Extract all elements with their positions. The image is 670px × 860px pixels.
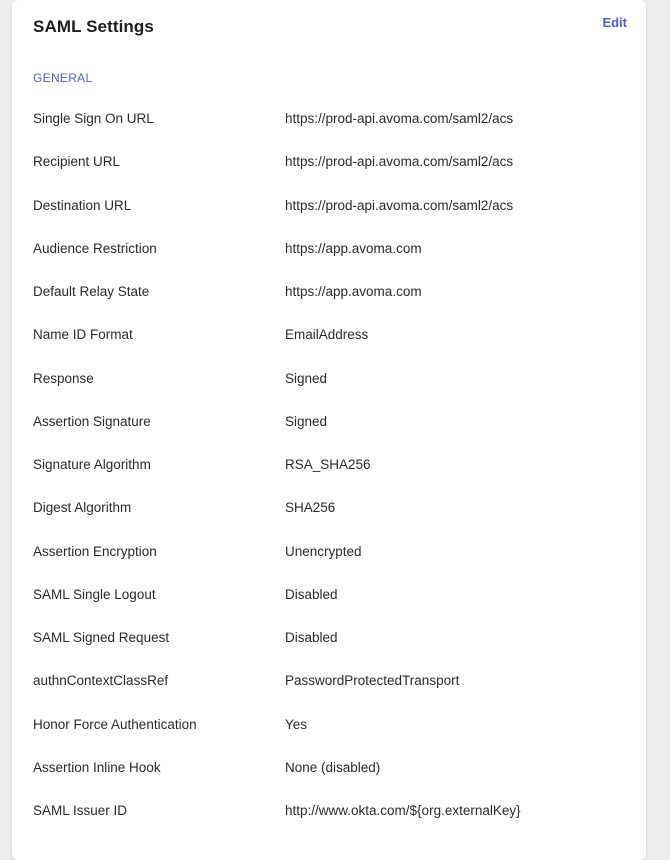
- setting-row: [33, 140, 633, 183]
- setting-label: Name ID Format: [33, 327, 133, 343]
- setting-row: [33, 97, 633, 140]
- setting-row: [33, 443, 633, 486]
- setting-value: http://www.okta.com/${org.externalKey}: [285, 803, 521, 819]
- setting-label: SAML Signed Request: [33, 630, 170, 646]
- edit-button[interactable]: Edit: [602, 15, 627, 30]
- setting-row: [33, 313, 633, 356]
- setting-label: Single Sign On URL: [33, 111, 154, 127]
- setting-row: [33, 270, 633, 313]
- setting-value: https://prod-api.avoma.com/saml2/acs: [285, 111, 514, 127]
- setting-row: [33, 184, 633, 227]
- setting-label: Honor Force Authentication: [33, 716, 197, 732]
- setting-row: [33, 573, 633, 616]
- setting-value: https://app.avoma.com: [285, 240, 422, 256]
- setting-value: Disabled: [285, 630, 338, 646]
- section-heading-general: GENERAL: [33, 71, 93, 85]
- setting-label: Assertion Signature: [33, 413, 151, 429]
- setting-row: [33, 616, 633, 659]
- setting-label: Digest Algorithm: [33, 500, 132, 516]
- setting-label: SAML Issuer ID: [33, 803, 128, 819]
- page-title: SAML Settings: [33, 17, 154, 36]
- setting-row: [33, 703, 633, 746]
- setting-value: PasswordProtectedTransport: [285, 673, 460, 689]
- setting-value: Unencrypted: [285, 543, 362, 559]
- setting-value: EmailAddress: [285, 327, 369, 343]
- setting-value: https://app.avoma.com: [285, 284, 422, 300]
- setting-row: [33, 227, 633, 270]
- setting-row: [33, 400, 633, 443]
- setting-value: Signed: [285, 413, 328, 429]
- setting-value: None (disabled): [285, 759, 381, 775]
- setting-row: [33, 530, 633, 573]
- setting-value: Yes: [285, 716, 308, 732]
- setting-value: https://prod-api.avoma.com/saml2/acs: [285, 197, 514, 213]
- setting-row: [33, 659, 633, 702]
- setting-label: Assertion Inline Hook: [33, 759, 161, 775]
- setting-value: SHA256: [285, 500, 336, 516]
- setting-label: Default Relay State: [33, 284, 150, 300]
- saml-settings-card: [12, 0, 646, 860]
- setting-label: Audience Restriction: [33, 240, 157, 256]
- setting-row: [33, 746, 633, 789]
- setting-value: RSA_SHA256: [285, 457, 371, 473]
- setting-value: Disabled: [285, 586, 338, 602]
- setting-value: Signed: [285, 370, 328, 386]
- setting-label: Destination URL: [33, 197, 132, 213]
- setting-row: [33, 357, 633, 400]
- setting-label: Recipient URL: [33, 154, 121, 170]
- setting-label: Signature Algorithm: [33, 457, 151, 473]
- setting-value: https://prod-api.avoma.com/saml2/acs: [285, 154, 514, 170]
- settings-list: [33, 97, 633, 832]
- setting-row: [33, 486, 633, 529]
- setting-label: authnContextClassRef: [33, 673, 169, 689]
- setting-label: SAML Single Logout: [33, 586, 156, 602]
- setting-label: Response: [33, 370, 94, 386]
- setting-label: Assertion Encryption: [33, 543, 157, 559]
- setting-row: [33, 789, 633, 832]
